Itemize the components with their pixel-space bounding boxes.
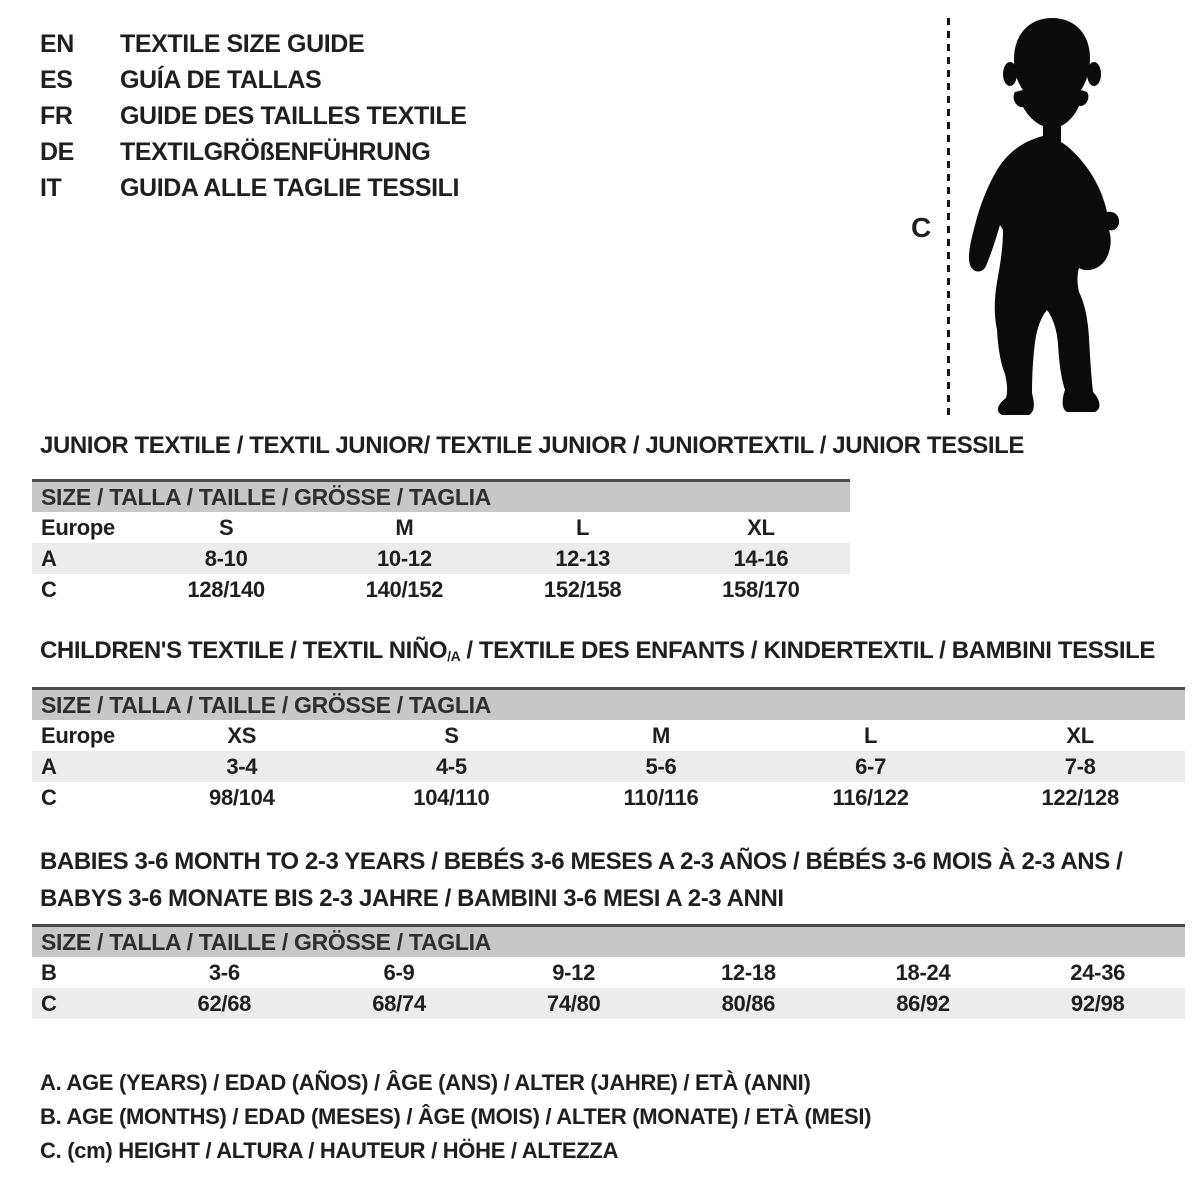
language-row-de bbox=[40, 134, 467, 170]
table-row-height-cm bbox=[32, 988, 1185, 1019]
table-cell: M bbox=[651, 722, 670, 748]
guide-title-de: TEXTILGRÖßENFÜHRUNG bbox=[120, 137, 431, 166]
table-cell: 8-10 bbox=[204, 545, 248, 571]
height-measure-label: C bbox=[911, 212, 932, 243]
row-label: B bbox=[41, 959, 57, 985]
language-row-es bbox=[40, 62, 467, 98]
legend-line-c: C. (cm) HEIGHT / ALTURA / HAUTEUR / HÖHE / ALTEZZA bbox=[40, 1138, 619, 1163]
row-label: C bbox=[41, 576, 57, 602]
table-cell: 152/158 bbox=[543, 576, 622, 602]
table-cell: 98/104 bbox=[209, 784, 275, 810]
table-row-europe bbox=[32, 720, 1185, 751]
table-cell: 158/170 bbox=[722, 576, 800, 602]
language-title-list bbox=[40, 26, 467, 206]
table-cell: XS bbox=[227, 722, 257, 748]
table-cell: 6-7 bbox=[855, 753, 887, 779]
children-size-table bbox=[32, 687, 1185, 813]
guide-title-it: GUIDA ALLE TAGLIE TESSILI bbox=[120, 173, 460, 202]
language-code: DE bbox=[40, 137, 74, 166]
table-cell: XL bbox=[747, 514, 775, 540]
language-row-en bbox=[40, 26, 467, 62]
table-cell: 12-18 bbox=[720, 959, 776, 985]
table-cell: 3-4 bbox=[226, 753, 258, 779]
row-label: C bbox=[41, 784, 57, 810]
table-cell: 12-13 bbox=[555, 545, 611, 571]
size-table-header: SIZE / TALLA / TAILLE / GRÖSSE / TAGLIA bbox=[32, 687, 1185, 720]
guide-title-es: GUÍA DE TALLAS bbox=[120, 65, 322, 94]
language-code: ES bbox=[40, 65, 73, 94]
table-cell: S bbox=[218, 514, 234, 540]
junior-section-title: JUNIOR TEXTILE / TEXTIL JUNIOR/ TEXTILE JUNIOR / JUNIORTEXTIL / JUNIOR TESSILE bbox=[40, 432, 1025, 459]
table-cell: 68/74 bbox=[372, 990, 426, 1016]
children-title-post: / TEXTILE DES ENFANTS / KINDERTEXTIL / BAMBINI TESSILE bbox=[466, 637, 1156, 664]
table-row-age-months bbox=[32, 957, 1185, 988]
measurement-legend bbox=[40, 1066, 871, 1168]
table-cell: 104/110 bbox=[413, 784, 490, 810]
height-measure-dashed-line bbox=[947, 18, 950, 415]
table-cell: XL bbox=[1066, 722, 1094, 748]
row-label: Europe bbox=[41, 722, 115, 748]
table-cell: 7-8 bbox=[1064, 753, 1096, 779]
table-cell: S bbox=[444, 722, 459, 748]
table-cell: 10-12 bbox=[376, 545, 432, 571]
row-label: C bbox=[41, 990, 57, 1016]
children-table-body bbox=[32, 720, 1185, 813]
table-cell: 128/140 bbox=[187, 576, 265, 602]
children-title-sub: /A bbox=[447, 648, 461, 664]
legend-line-b: B. AGE (MONTHS) / EDAD (MESES) / ÂGE (MOIS) / ALTER (MONATE) / ETÀ (MESI) bbox=[40, 1104, 872, 1129]
table-cell: 62/68 bbox=[197, 990, 252, 1016]
toddler-silhouette-icon bbox=[963, 12, 1141, 420]
table-cell: M bbox=[395, 514, 414, 540]
language-row-it bbox=[40, 170, 467, 206]
table-cell: 110/116 bbox=[623, 784, 699, 810]
language-row-fr bbox=[40, 98, 467, 134]
babies-size-table bbox=[32, 924, 1185, 1019]
language-code: EN bbox=[40, 29, 74, 58]
table-row-age-years bbox=[32, 543, 850, 574]
babies-title-line2: BABYS 3-6 MONATE BIS 2-3 JAHRE / BAMBINI 3-6 MESI A 2-3 ANNI bbox=[40, 885, 784, 912]
children-title-pre: CHILDREN'S TEXTILE / TEXTIL NIÑO bbox=[40, 637, 448, 664]
table-cell: 140/152 bbox=[365, 576, 444, 602]
guide-title-fr: GUIDE DES TAILLES TEXTILE bbox=[120, 101, 467, 130]
table-cell: 86/92 bbox=[896, 990, 950, 1016]
legend-line-a: A. AGE (YEARS) / EDAD (AÑOS) / ÂGE (ANS) / ALTER (JAHRE) / ETÀ (ANNI) bbox=[40, 1070, 811, 1095]
table-cell: 18-24 bbox=[895, 959, 951, 985]
table-cell: L bbox=[576, 514, 590, 540]
table-cell: 14-16 bbox=[733, 545, 789, 571]
table-cell: 9-12 bbox=[552, 959, 596, 985]
table-cell: 80/86 bbox=[721, 990, 776, 1016]
table-cell: 4-5 bbox=[435, 753, 467, 779]
babies-section-title bbox=[40, 843, 1122, 917]
junior-size-table bbox=[32, 479, 850, 605]
children-section-title bbox=[40, 637, 1155, 665]
size-table-header: SIZE / TALLA / TAILLE / GRÖSSE / TAGLIA bbox=[32, 479, 850, 512]
size-table-header: SIZE / TALLA / TAILLE / GRÖSSE / TAGLIA bbox=[32, 924, 1185, 957]
babies-table-body bbox=[32, 957, 1185, 1019]
table-cell: 116/122 bbox=[832, 784, 909, 810]
table-cell: 74/80 bbox=[546, 990, 601, 1016]
table-row-europe bbox=[32, 512, 850, 543]
table-cell: 92/98 bbox=[1070, 990, 1125, 1016]
table-row-height-cm bbox=[32, 574, 850, 605]
table-cell: 6-9 bbox=[383, 959, 415, 985]
table-row-height-cm bbox=[32, 782, 1185, 813]
row-label: A bbox=[41, 545, 57, 571]
language-code: FR bbox=[40, 101, 73, 130]
table-cell: 24-36 bbox=[1070, 959, 1126, 985]
table-cell: 122/128 bbox=[1041, 784, 1119, 810]
table-cell: 3-6 bbox=[208, 959, 240, 985]
babies-title-line1: BABIES 3-6 MONTH TO 2-3 YEARS / BEBÉS 3-6 MESES A 2-3 AÑOS / BÉBÉS 3-6 MOIS À 2-3 ANS / bbox=[40, 848, 1123, 875]
guide-title-en: TEXTILE SIZE GUIDE bbox=[120, 29, 365, 58]
junior-table-body bbox=[32, 512, 850, 605]
table-cell: 5-6 bbox=[645, 753, 677, 779]
row-label: Europe bbox=[41, 514, 115, 540]
table-row-age-years bbox=[32, 751, 1185, 782]
language-code: IT bbox=[40, 173, 62, 202]
row-label: A bbox=[41, 753, 57, 779]
table-cell: L bbox=[864, 722, 878, 748]
